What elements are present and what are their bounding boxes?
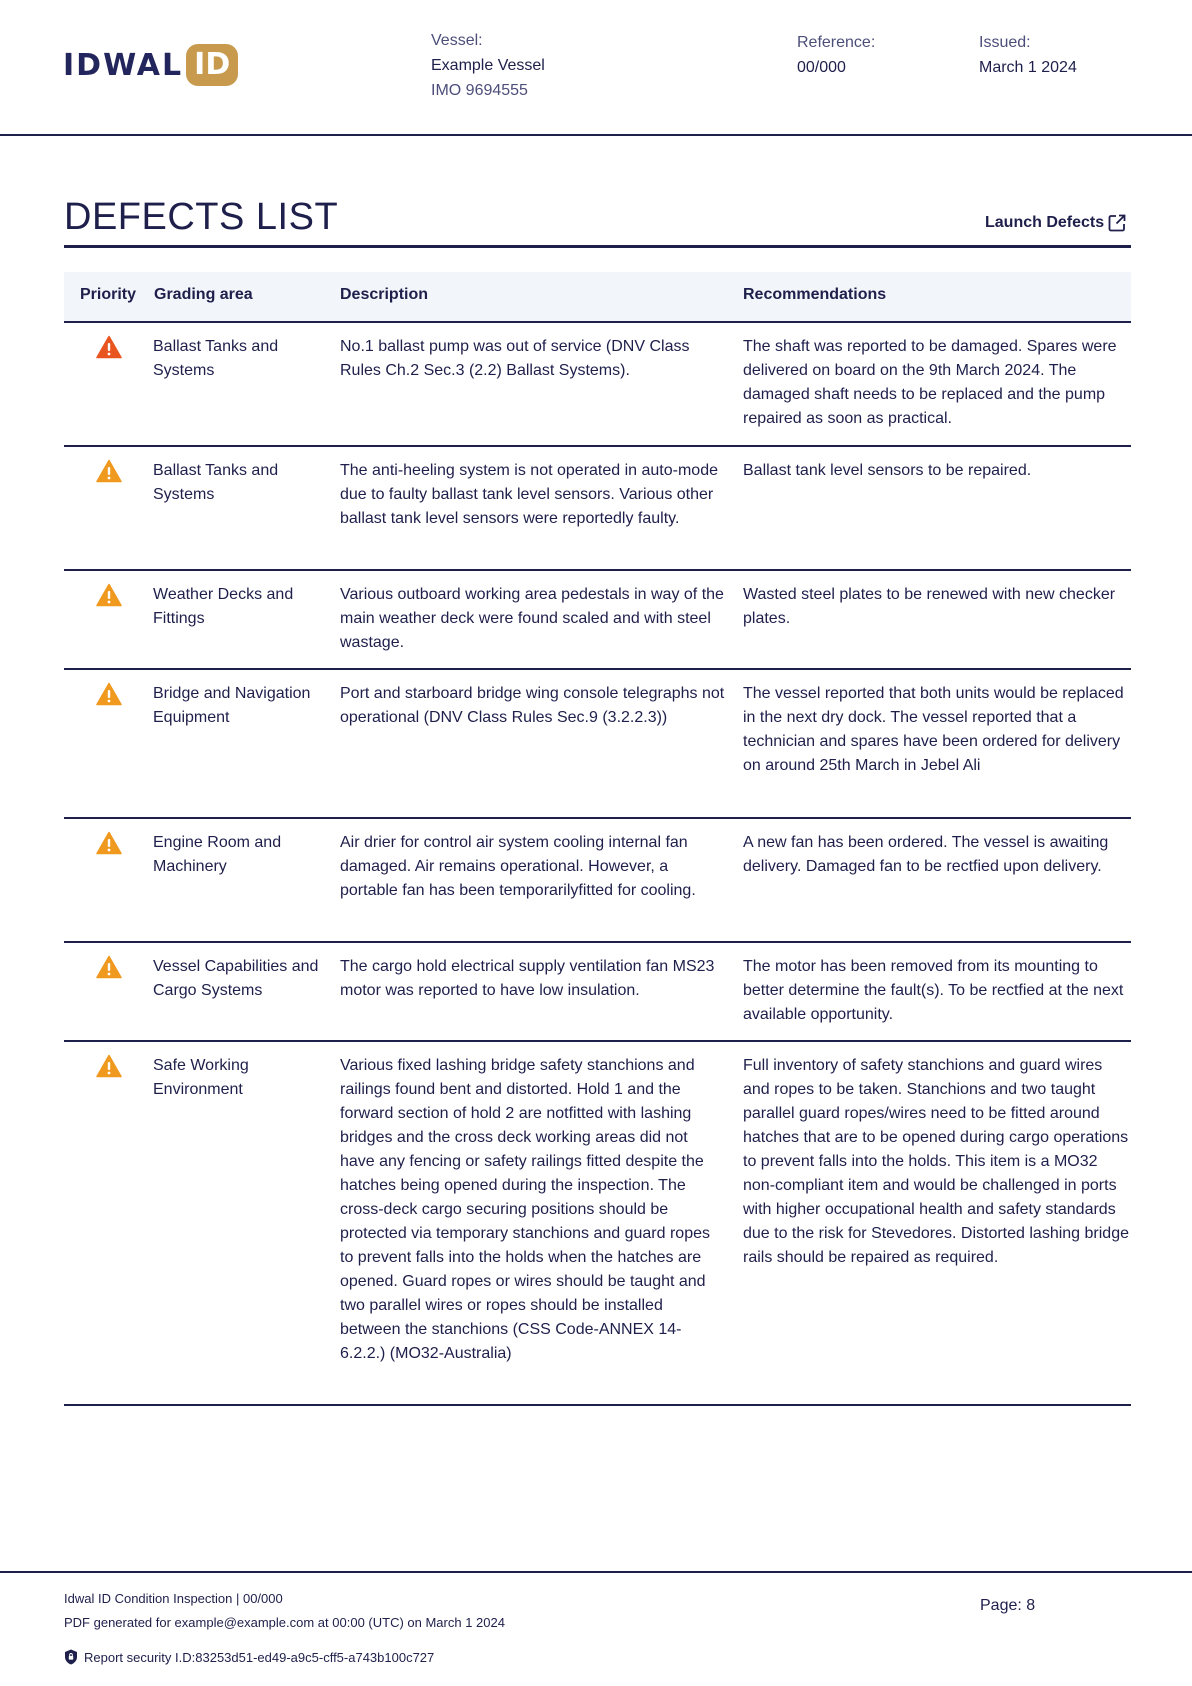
defect-description: The anti-heeling system is not operated in auto-mode due to faulty ballast tank level sensors. Various other ballast tank level sensors were reportedly faulty. (340, 462, 718, 527)
reference-block (797, 30, 875, 80)
reference-label: Reference: (797, 34, 876, 51)
vessel-label: Vessel: (431, 32, 483, 49)
priority-warning-icon (96, 682, 122, 714)
table-row (64, 447, 1131, 571)
priority-warning-icon (96, 459, 122, 491)
grading-area: Safe Working Environment (153, 1057, 249, 1098)
table-row (64, 670, 1131, 819)
title-divider (64, 245, 1131, 248)
vessel-block (431, 28, 545, 103)
recommendation: The vessel reported that both units would be replaced in the next dry dock. The vessel reported that a technician and spares have been ordered for delivery on around 25th March in Jebel Ali (743, 685, 1124, 774)
defect-description: The cargo hold electrical supply ventilation fan MS23 motor was reported to have low insulation. (340, 958, 715, 999)
recommendation: Full inventory of safety stanchions and guard wires and ropes to be taken. Stanchions and two taught parallel guard ropes/wires need to be fitted around hatches that are to be opened during cargo operations to prevent falls into the holds. This item is a MO32 non-compliant item and would be challenged in ports with higher occupational health and safety standards due to the risk for Stevedores. Distorted lashing bridge rails should be repaired as required. (743, 1057, 1129, 1266)
grading-area: Engine Room and Machinery (153, 834, 282, 875)
table-row (64, 819, 1131, 943)
footer-security (64, 1649, 434, 1665)
recommendation: The motor has been removed from its mounting to better determine the fault(s). To be rectfied at the next available opportunity. (743, 958, 1124, 1023)
defect-description: Air drier for control air system cooling internal fan damaged. Air remains operational. However, a portable fan has been temporarilyfitted for cooling. (340, 834, 696, 899)
priority-warning-icon (96, 955, 122, 987)
table-row (64, 943, 1131, 1042)
page-title: DEFECTS LIST (64, 196, 339, 238)
logo-word: IDWAL (63, 47, 184, 83)
table-row (64, 571, 1131, 670)
report-header (0, 0, 1192, 136)
defect-description: No.1 ballast pump was out of service (DNV Class Rules Ch.2 Sec.3 (2.2) Ballast Systems). (340, 338, 690, 379)
grading-area: Weather Decks and Fittings (153, 586, 294, 627)
col-description: Description (340, 286, 429, 303)
vessel-imo: IMO 9694555 (431, 82, 528, 99)
priority-warning-icon (96, 335, 122, 367)
shield-icon (64, 1649, 78, 1665)
footer-inspection: Idwal ID Condition Inspection | 00/000 (64, 1591, 283, 1606)
issued-value: March 1 2024 (979, 59, 1077, 76)
defect-description: Various outboard working area pedestals in way of the main weather deck were found scaled and with steel wastage. (340, 586, 724, 651)
launch-defects-label: Launch Defects (985, 214, 1105, 231)
priority-warning-icon (96, 1054, 122, 1086)
priority-warning-icon (96, 831, 122, 863)
col-recommendations: Recommendations (743, 286, 887, 303)
launch-defects-link[interactable] (985, 213, 1127, 233)
issued-block (979, 30, 1077, 80)
reference-value: 00/000 (797, 59, 846, 76)
table-row (64, 323, 1131, 447)
footer-generated: PDF generated for example@example.com at 00:00 (UTC) on March 1 2024 (64, 1615, 505, 1630)
footer-divider (0, 1571, 1192, 1573)
page-number: Page: 8 (980, 1597, 1036, 1614)
recommendation: The shaft was reported to be damaged. Spares were delivered on board on the 9th March 2024. The damaged shaft needs to be replaced and the pump repaired as soon as practical. (743, 338, 1117, 427)
priority-warning-icon (96, 583, 122, 615)
col-priority: Priority (80, 286, 137, 303)
idwal-logo (63, 44, 238, 86)
table-row (64, 1042, 1131, 1406)
grading-area: Ballast Tanks and Systems (153, 462, 279, 503)
defect-description: Various fixed lashing bridge safety stanchions and railings found bent and distorted. Hold 1 and the forward section of hold 2 are notfitted with lashing bridges and the cross deck working areas did not have any fencing or safety railings fitted despite the hatches being opened during the inspection. The cross-deck cargo securing positions should be protected via temporary stanchions and guard ropes to prevent falls into the holds when the hatches are opened. Guard ropes or wires should be taught and two parallel wires or ropes should be installed between the stanchions (CSS Code-ANNEX 14-6.2.2.) (MO32-Australia) (340, 1057, 710, 1362)
recommendation: A new fan has been ordered. The vessel is awaiting delivery. Damaged fan to be rectfied upon delivery. (743, 834, 1109, 875)
grading-area: Vessel Capabilities and Cargo Systems (153, 958, 319, 999)
defects-table (64, 272, 1131, 1406)
grading-area: Ballast Tanks and Systems (153, 338, 279, 379)
col-grading-area: Grading area (154, 286, 253, 303)
logo-badge: ID (186, 44, 238, 86)
table-header (64, 272, 1131, 323)
vessel-name: Example Vessel (431, 57, 545, 74)
grading-area: Bridge and Navigation Equipment (153, 685, 311, 726)
recommendation: Wasted steel plates to be renewed with new checker plates. (743, 586, 1116, 627)
issued-label: Issued: (979, 34, 1031, 51)
external-link-icon (1107, 213, 1127, 233)
security-id: Report security I.D:83253d51-ed49-a9c5-cff5-a743b100c727 (84, 1649, 435, 1665)
defect-description: Port and starboard bridge wing console telegraphs not operational (DNV Class Rules Sec.9 (3.2.2.3)) (340, 685, 725, 726)
recommendation: Ballast tank level sensors to be repaired. (743, 462, 1032, 479)
